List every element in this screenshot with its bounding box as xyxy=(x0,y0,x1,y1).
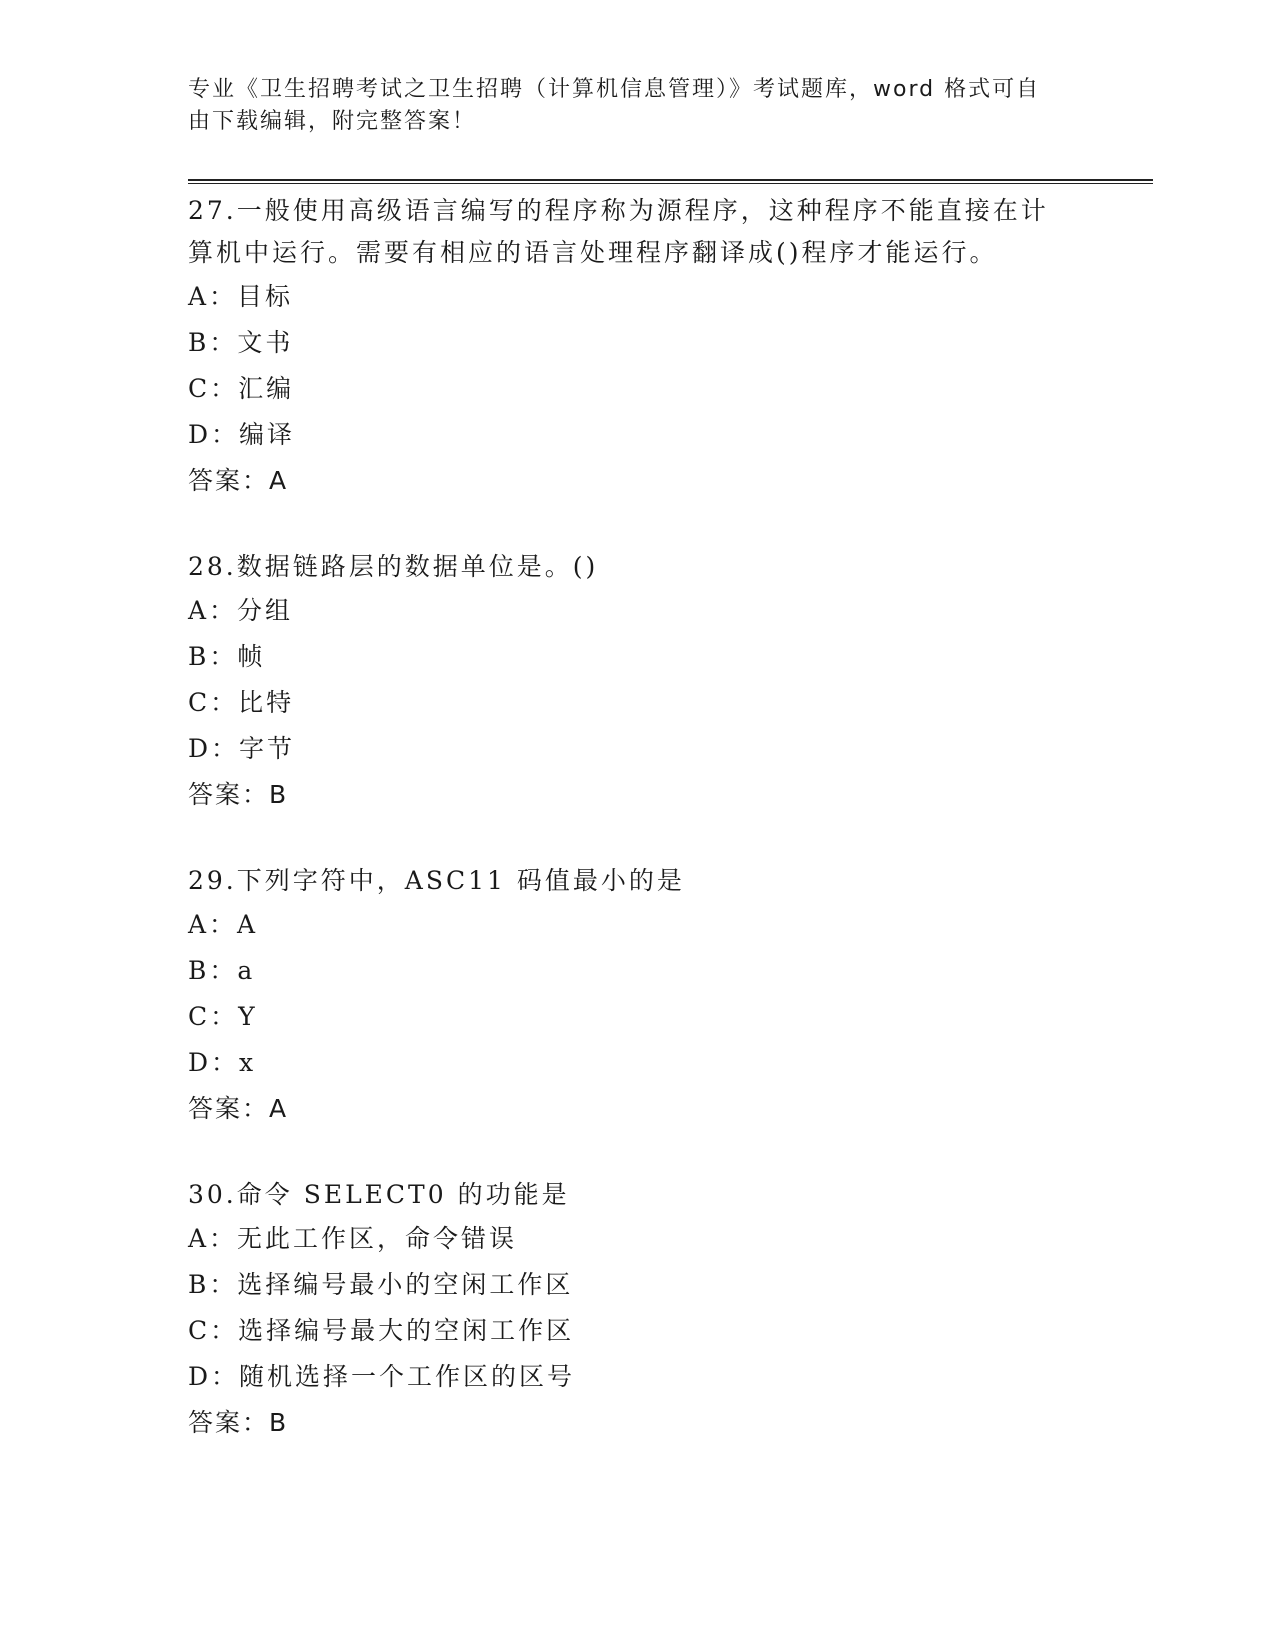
option-a: A：A xyxy=(188,910,259,939)
option-c: C：汇编 xyxy=(188,374,295,403)
question-30 xyxy=(188,1174,1088,1446)
question-stem: 28.数据链路层的数据单位是。() xyxy=(188,552,599,581)
question-stem: 27.一般使用高级语言编写的程序称为源程序，这种程序不能直接在计 xyxy=(188,196,1049,225)
option-d: D：随机选择一个工作区的区号 xyxy=(188,1362,576,1391)
header-divider xyxy=(188,179,1153,184)
question-29 xyxy=(188,860,1088,1132)
option-b: B：文书 xyxy=(188,328,294,357)
option-c: C：选择编号最大的空闲工作区 xyxy=(188,1316,575,1345)
document-header xyxy=(188,74,1088,138)
question-stem-continued: 算机中运行。需要有相应的语言处理程序翻译成()程序才能运行。 xyxy=(188,238,998,267)
option-b: B：选择编号最小的空闲工作区 xyxy=(188,1270,574,1299)
question-list xyxy=(188,190,1088,1446)
answer: 答案：A xyxy=(188,466,289,495)
header-line-2: 由下载编辑，附完整答案！ xyxy=(188,109,477,134)
option-c: C：比特 xyxy=(188,688,295,717)
option-a: A：分组 xyxy=(188,596,294,625)
option-a: A：无此工作区，命令错误 xyxy=(188,1224,518,1253)
option-d: D：字节 xyxy=(188,734,296,763)
answer: 答案：B xyxy=(188,780,289,809)
option-a: A：目标 xyxy=(188,282,294,311)
question-stem: 30.命令 SELECT0 的功能是 xyxy=(188,1180,570,1209)
question-spacer xyxy=(188,504,1088,546)
question-spacer xyxy=(188,1132,1088,1174)
answer: 答案：A xyxy=(188,1094,289,1123)
question-spacer xyxy=(188,818,1088,860)
answer: 答案：B xyxy=(188,1408,289,1437)
option-b: B：a xyxy=(188,956,256,985)
question-28 xyxy=(188,546,1088,818)
header-line-1: 专业《卫生招聘考试之卫生招聘（计算机信息管理）》考试题库，word 格式可自 xyxy=(188,77,1041,102)
question-27 xyxy=(188,190,1088,504)
option-c: C：Y xyxy=(188,1002,258,1031)
option-b: B：帧 xyxy=(188,642,266,671)
option-d: D：编译 xyxy=(188,420,296,449)
option-d: D：x xyxy=(188,1048,257,1077)
question-stem: 29.下列字符中，ASC11 码值最小的是 xyxy=(188,866,685,895)
